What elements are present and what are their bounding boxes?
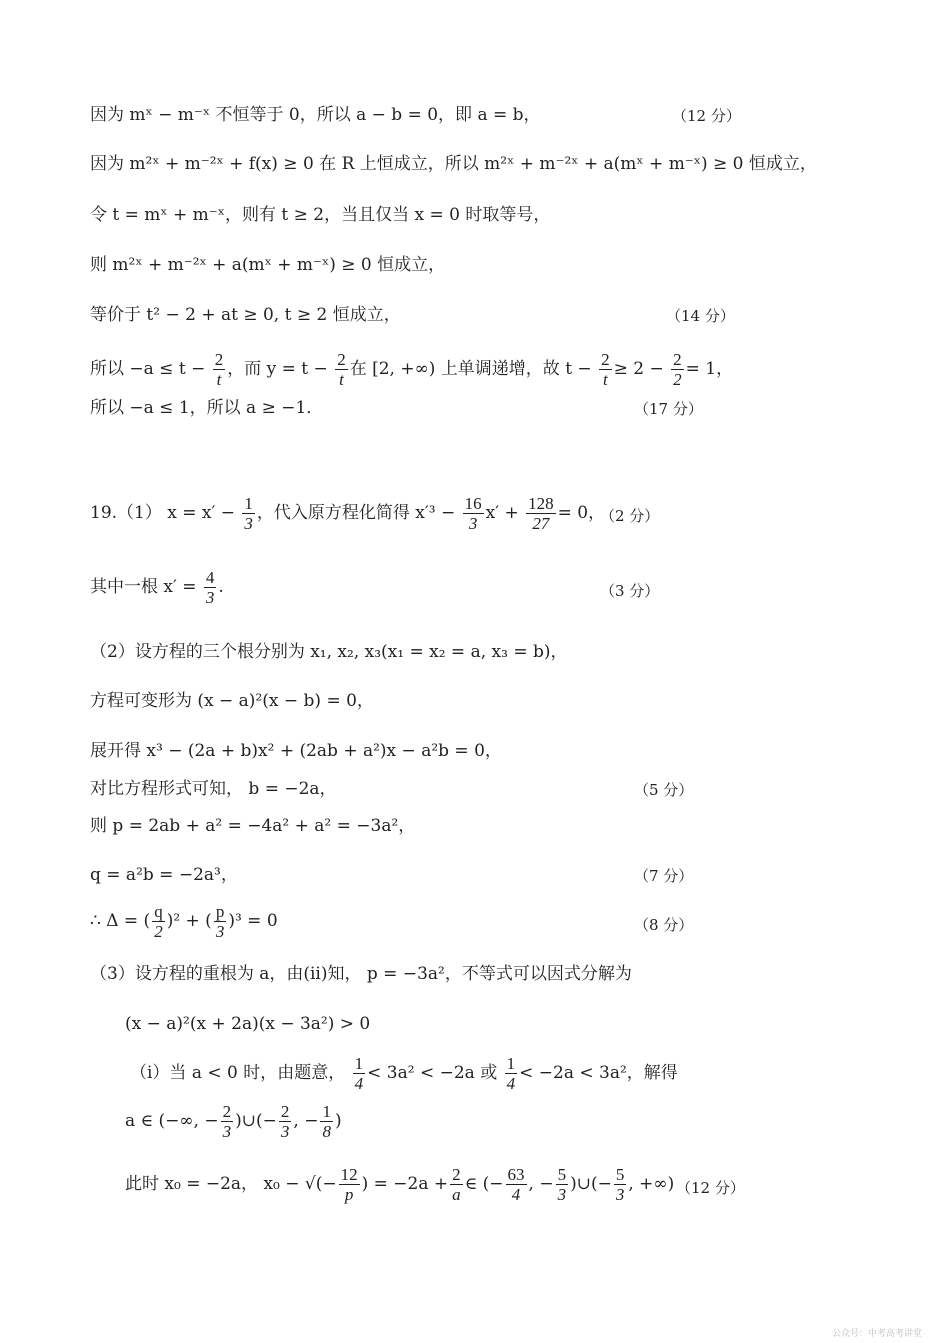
fraction: $\frac{2}{2}$ xyxy=(673,350,682,389)
line-a-range: a ∈ (−∞, − $\frac{2}{3}$ )∪(− $\frac{2}{3}$ , − $\frac{1}{8}$ ) xyxy=(125,1102,342,1141)
line-let-t: 令 t = mˣ + m⁻ˣ，则有 t ≥ 2，当且仅当 x = 0 时取等号， xyxy=(90,205,551,225)
score-12b: （12 分） xyxy=(676,1179,745,1197)
line-inequality-holds: 因为 m²ˣ + m⁻²ˣ + f(x) ≥ 0 在 R 上恒成立，所以 m²ˣ + m⁻²ˣ + a(mˣ + m⁻ˣ) ≥ 0 恒成立， xyxy=(90,154,817,174)
watermark: 公众号：中考高考讲堂 xyxy=(831,1329,922,1339)
fraction: $\frac{12}{p}$ xyxy=(340,1165,358,1204)
line-x0: 此时 x₀ = −2a， x₀ − √(− $\frac{12}{p}$ ) = −2a + $\frac{2}{a}$ ∈ (− $\frac{63}{4}$ , − $\frac{5}{3}$ )∪(− $\frac{5}{3}$ , +∞) xyxy=(125,1165,675,1204)
line-19-1: 19.（1） x = x′ − $\frac{1}{3}$ ，代入原方程化简得 x′³ − $\frac{16}{3}$ x′ + $\frac{128}{27}$ = 0， xyxy=(90,494,606,533)
line-expand: 展开得 x³ − (2a + b)x² + (2ab + a²)x − a²b = 0， xyxy=(90,741,502,761)
line-then-holds: 则 m²ˣ + m⁻²ˣ + a(mˣ + m⁻ˣ) ≥ 0 恒成立， xyxy=(90,255,446,275)
fraction: $\frac{2}{t}$ xyxy=(337,350,346,389)
line-delta: ∴ Δ = ( $\frac{q}{2}$ )² + ( $\frac{p}{3}$ )³ = 0 xyxy=(90,902,278,941)
score-8: （8 分） xyxy=(634,916,694,934)
fraction: $\frac{63}{4}$ xyxy=(507,1165,525,1204)
fraction: $\frac{2}{t}$ xyxy=(601,350,610,389)
fraction: $\frac{128}{27}$ xyxy=(528,494,554,533)
fraction: $\frac{16}{3}$ xyxy=(464,494,482,533)
fraction: $\frac{1}{3}$ xyxy=(244,494,253,533)
line-p-value: 则 p = 2ab + a² = −4a² + a² = −3a²， xyxy=(90,816,416,836)
line-case-i: （i）当 a < 0 时，由题意， $\frac{1}{4}$ < 3a² < −2a 或 $\frac{1}{4}$ < −2a < 3a²，解得 xyxy=(130,1054,678,1093)
score-14: （14 分） xyxy=(666,307,735,325)
line-19-3: （3）设方程的重根为 a，由(ii)知， p = −3a²，不等式可以因式分解为 xyxy=(90,964,632,984)
fraction: $\frac{2}{3}$ xyxy=(280,1102,290,1141)
line-one-root: 其中一根 x′ = $\frac{4}{3}$ . xyxy=(90,568,224,607)
line-monotone: 所以 −a ≤ t − $\frac{2}{t}$ ，而 y = t − $\frac{2}{t}$ 在 [2, +∞) 上单调递增，故 t − $\frac{2}{t}$ ≥ 2 − $\frac{2}{2}$ = 1， xyxy=(90,350,734,389)
line-deform: 方程可变形为 (x − a)²(x − b) = 0， xyxy=(90,691,374,711)
line-factorized: (x − a)²(x + 2a)(x − 3a²) > 0 xyxy=(125,1014,371,1034)
line-19-2: （2）设方程的三个根分别为 x₁, x₂, x₃(x₁ = x₂ = a, x₃ = b)， xyxy=(90,642,568,662)
fraction: $\frac{1}{4}$ xyxy=(354,1054,364,1093)
score-2: （2 分） xyxy=(600,507,660,525)
fraction: $\frac{5}{3}$ xyxy=(557,1165,567,1204)
fraction: $\frac{2}{a}$ xyxy=(452,1165,461,1204)
line-compare: 对比方程形式可知， b = −2a， xyxy=(90,779,337,799)
line-m-not-equal: 因为 mˣ − m⁻ˣ 不恒等于 0，所以 a − b = 0，即 a = b， xyxy=(90,105,541,125)
fraction: $\frac{1}{4}$ xyxy=(506,1054,516,1093)
score-12: （12 分） xyxy=(672,107,741,125)
fraction: $\frac{4}{3}$ xyxy=(205,568,215,607)
fraction: $\frac{p}{3}$ xyxy=(215,902,225,941)
fraction: $\frac{1}{8}$ xyxy=(322,1102,331,1141)
score-17: （17 分） xyxy=(634,400,703,418)
fraction: $\frac{5}{3}$ xyxy=(615,1165,625,1204)
score-5: （5 分） xyxy=(634,781,694,799)
fraction: $\frac{2}{t}$ xyxy=(214,350,224,389)
fraction: $\frac{q}{2}$ xyxy=(154,902,163,941)
line-equivalent: 等价于 t² − 2 + at ≥ 0, t ≥ 2 恒成立， xyxy=(90,305,401,325)
fraction: $\frac{2}{3}$ xyxy=(222,1102,232,1141)
score-3: （3 分） xyxy=(600,582,660,600)
line-conclusion-18: 所以 −a ≤ 1，所以 a ≥ −1． xyxy=(90,398,324,418)
score-7: （7 分） xyxy=(634,867,694,885)
line-q-value: q = a²b = −2a³， xyxy=(90,865,238,885)
